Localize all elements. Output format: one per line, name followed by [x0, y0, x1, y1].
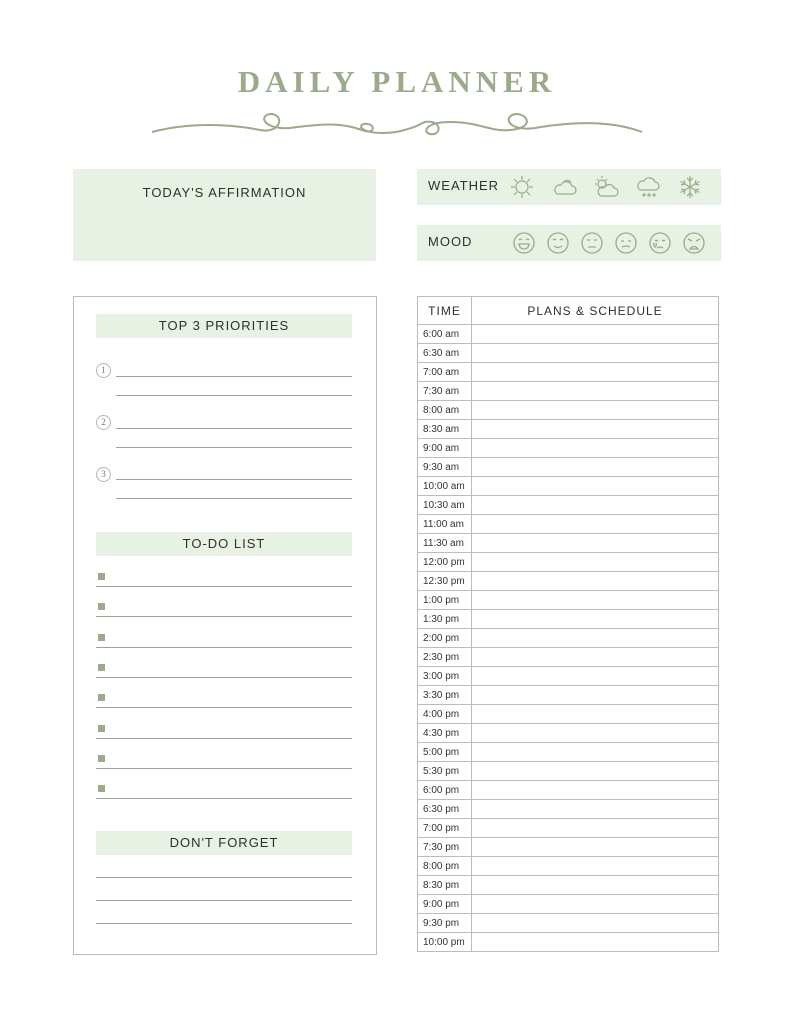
time-cell: 8:30 am: [418, 420, 472, 439]
time-cell: 10:30 am: [418, 496, 472, 515]
plan-cell[interactable]: [472, 382, 719, 401]
todo-header: TO-DO LIST: [96, 532, 352, 556]
time-cell: 2:30 pm: [418, 648, 472, 667]
page-title: DAILY PLANNER: [237, 64, 557, 99]
plan-cell[interactable]: [472, 401, 719, 420]
plan-cell[interactable]: [472, 819, 719, 838]
plan-cell[interactable]: [472, 933, 719, 952]
schedule-row: [418, 515, 719, 534]
schedule-row: [418, 344, 719, 363]
laughing-face-icon[interactable]: [511, 230, 537, 256]
angry-face-icon[interactable]: [681, 230, 707, 256]
plan-cell[interactable]: [472, 363, 719, 382]
schedule-row: [418, 420, 719, 439]
time-cell: 5:00 pm: [418, 743, 472, 762]
time-cell: 11:30 am: [418, 534, 472, 553]
plan-cell[interactable]: [472, 477, 719, 496]
crying-face-icon[interactable]: [647, 230, 673, 256]
plan-cell[interactable]: [472, 743, 719, 762]
priorities-header: TOP 3 PRIORITIES: [96, 314, 352, 338]
partly-cloudy-icon[interactable]: [593, 174, 619, 200]
todo-line[interactable]: [96, 677, 352, 678]
schedule-row: [418, 781, 719, 800]
schedule-row: [418, 876, 719, 895]
time-cell: 7:00 pm: [418, 819, 472, 838]
plan-cell[interactable]: [472, 610, 719, 629]
schedule-row: [418, 382, 719, 401]
time-cell: 9:00 pm: [418, 895, 472, 914]
schedule-row: [418, 819, 719, 838]
plan-cell[interactable]: [472, 629, 719, 648]
plan-cell[interactable]: [472, 572, 719, 591]
schedule-row: [418, 648, 719, 667]
plan-cell[interactable]: [472, 591, 719, 610]
schedule-row: [418, 686, 719, 705]
plan-cell[interactable]: [472, 534, 719, 553]
time-cell: 7:30 am: [418, 382, 472, 401]
schedule-row: [418, 572, 719, 591]
todo-checkbox[interactable]: [98, 664, 105, 671]
weather-box: [417, 169, 721, 205]
priority-line[interactable]: [116, 447, 352, 448]
plan-cell[interactable]: [472, 686, 719, 705]
time-cell: 12:30 pm: [418, 572, 472, 591]
time-cell: 6:30 pm: [418, 800, 472, 819]
time-cell: 8:30 pm: [418, 876, 472, 895]
schedule-row: [418, 591, 719, 610]
schedule-row: [418, 534, 719, 553]
time-cell: 3:30 pm: [418, 686, 472, 705]
plan-cell[interactable]: [472, 496, 719, 515]
plan-cell[interactable]: [472, 344, 719, 363]
neutral-face-icon[interactable]: [579, 230, 605, 256]
cloudy-icon[interactable]: [551, 174, 577, 200]
time-cell: 6:00 am: [418, 325, 472, 344]
time-cell: 9:30 am: [418, 458, 472, 477]
plan-cell[interactable]: [472, 876, 719, 895]
schedule-row: [418, 667, 719, 686]
time-cell: 7:00 am: [418, 363, 472, 382]
schedule-row: [418, 401, 719, 420]
schedule-row: [418, 895, 719, 914]
plan-cell[interactable]: [472, 705, 719, 724]
schedule-row: [418, 914, 719, 933]
time-cell: 9:00 am: [418, 439, 472, 458]
todo-checkbox[interactable]: [98, 634, 105, 641]
schedule-row: [418, 724, 719, 743]
schedule-row: [418, 743, 719, 762]
dont-forget-line[interactable]: [96, 900, 352, 901]
time-cell: 4:00 pm: [418, 705, 472, 724]
priority-number-1: 1: [96, 363, 111, 378]
todo-line[interactable]: [96, 768, 352, 769]
plan-cell[interactable]: [472, 914, 719, 933]
todo-checkbox[interactable]: [98, 755, 105, 762]
todo-line[interactable]: [96, 798, 352, 799]
weather-label: WEATHER: [428, 178, 500, 193]
todo-line[interactable]: [96, 586, 352, 587]
todo-checkbox[interactable]: [98, 573, 105, 580]
time-cell: 10:00 pm: [418, 933, 472, 952]
time-cell: 6:00 pm: [418, 781, 472, 800]
affirmation-box[interactable]: [73, 169, 376, 261]
time-cell: 8:00 am: [418, 401, 472, 420]
time-cell: 2:00 pm: [418, 629, 472, 648]
plan-cell[interactable]: [472, 458, 719, 477]
plan-cell[interactable]: [472, 325, 719, 344]
time-cell: 1:00 pm: [418, 591, 472, 610]
todo-checkbox[interactable]: [98, 785, 105, 792]
rain-icon[interactable]: [635, 174, 661, 200]
plan-cell[interactable]: [472, 800, 719, 819]
mood-box: [417, 225, 721, 261]
schedule-row: [418, 363, 719, 382]
time-cell: 8:00 pm: [418, 857, 472, 876]
plan-cell[interactable]: [472, 667, 719, 686]
time-cell: 9:30 pm: [418, 914, 472, 933]
schedule-row: [418, 553, 719, 572]
schedule-row: [418, 325, 719, 344]
time-cell: 6:30 am: [418, 344, 472, 363]
plan-cell[interactable]: [472, 724, 719, 743]
time-column-header: TIME: [418, 297, 472, 325]
schedule-row: [418, 610, 719, 629]
plan-cell[interactable]: [472, 762, 719, 781]
left-panel: [73, 296, 377, 955]
todo-line[interactable]: [96, 647, 352, 648]
todo-checkbox[interactable]: [98, 725, 105, 732]
dont-forget-line[interactable]: [96, 923, 352, 924]
plan-cell[interactable]: [472, 895, 719, 914]
todo-line[interactable]: [96, 707, 352, 708]
schedule-row: [418, 458, 719, 477]
schedule-table: [417, 296, 719, 952]
priority-line[interactable]: [116, 498, 352, 499]
schedule-row: [418, 477, 719, 496]
plan-cell[interactable]: [472, 553, 719, 572]
todo-line[interactable]: [96, 616, 352, 617]
schedule-row: [418, 838, 719, 857]
todo-checkbox[interactable]: [98, 603, 105, 610]
schedule-row: [418, 439, 719, 458]
schedule-row: [418, 800, 719, 819]
time-cell: 3:00 pm: [418, 667, 472, 686]
time-cell: 10:00 am: [418, 477, 472, 496]
priority-line[interactable]: [116, 395, 352, 396]
priority-line[interactable]: [116, 428, 352, 429]
plan-cell[interactable]: [472, 838, 719, 857]
schedule-row: [418, 762, 719, 781]
plan-cell[interactable]: [472, 439, 719, 458]
schedule-row: [418, 496, 719, 515]
schedule-row: [418, 857, 719, 876]
schedule-row: [418, 629, 719, 648]
todo-checkbox[interactable]: [98, 694, 105, 701]
plan-cell[interactable]: [472, 857, 719, 876]
smiling-face-icon[interactable]: [545, 230, 571, 256]
plans-column-header: PLANS & SCHEDULE: [472, 297, 719, 325]
schedule-row: [418, 933, 719, 952]
dont-forget-header: DON'T FORGET: [96, 831, 352, 855]
todo-line[interactable]: [96, 738, 352, 739]
plan-cell[interactable]: [472, 781, 719, 800]
time-cell: 7:30 pm: [418, 838, 472, 857]
mood-label: MOOD: [428, 234, 473, 249]
snowflake-icon[interactable]: [677, 174, 703, 200]
plan-cell[interactable]: [472, 420, 719, 439]
sun-icon[interactable]: [509, 174, 535, 200]
dont-forget-line[interactable]: [96, 877, 352, 878]
plan-cell[interactable]: [472, 648, 719, 667]
priority-line[interactable]: [116, 479, 352, 480]
affirmation-label: TODAY'S AFFIRMATION: [142, 185, 307, 200]
schedule-row: [418, 705, 719, 724]
unhappy-face-icon[interactable]: [613, 230, 639, 256]
priority-line[interactable]: [116, 376, 352, 377]
time-cell: 1:30 pm: [418, 610, 472, 629]
plan-cell[interactable]: [472, 515, 719, 534]
time-cell: 12:00 pm: [418, 553, 472, 572]
time-cell: 4:30 pm: [418, 724, 472, 743]
decorative-swirl-divider: [150, 108, 644, 140]
priority-number-3: 3: [96, 467, 111, 482]
priority-number-2: 2: [96, 415, 111, 430]
time-cell: 11:00 am: [418, 515, 472, 534]
time-cell: 5:30 pm: [418, 762, 472, 781]
